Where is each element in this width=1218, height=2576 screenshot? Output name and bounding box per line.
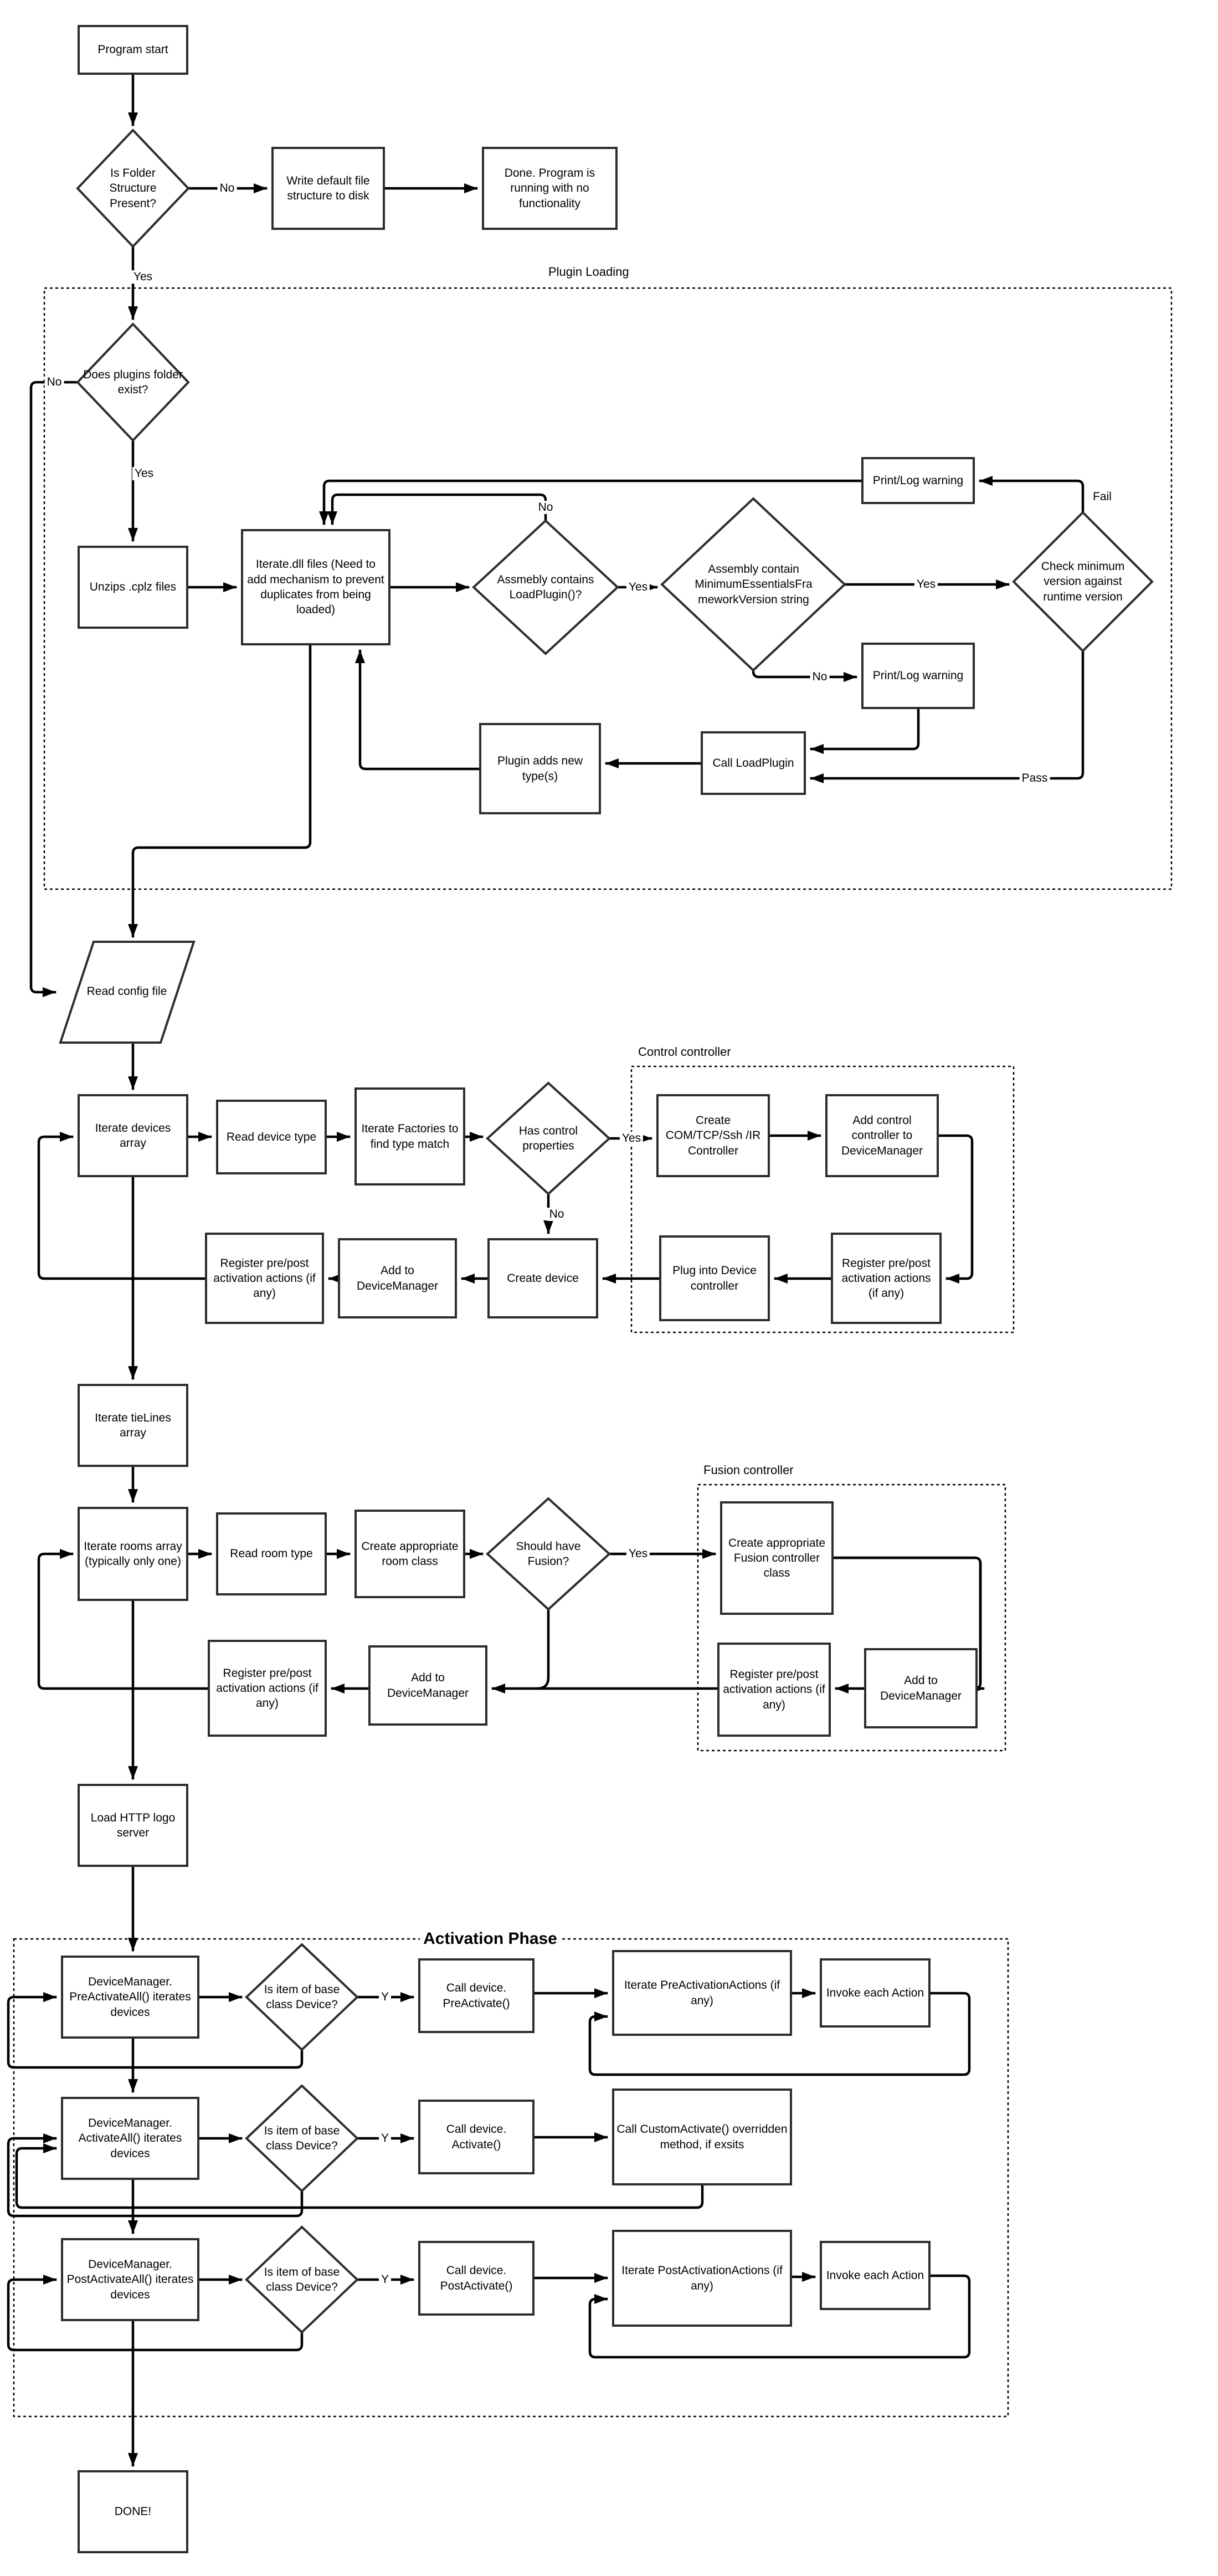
edge-label-y3: Y [379, 2273, 391, 2286]
node-plug-into-device-controller: Plug into Device controller [659, 1235, 770, 1321]
edge-label-no-control: No [547, 1208, 567, 1221]
node-create-fusion-controller: Create appropriate Fusion controller class [720, 1501, 834, 1615]
node-call-device-postactivate: Call device. PostActivate() [418, 2241, 535, 2316]
edge-label-yes-folder: Yes [131, 270, 155, 284]
edge-label-no-plugins: No [45, 376, 64, 389]
diamond-is-folder-label: Is Folder Structure Present? [109, 167, 157, 210]
node-invoke-each-action-3: Invoke each Action [820, 2241, 931, 2310]
node-iterate-preactivationactions: Iterate PreActivationActions (if any) [612, 1950, 792, 2036]
node-read-device-type: Read device type [216, 1100, 327, 1174]
node-create-device: Create device [487, 1238, 598, 1318]
shapes [60, 130, 1152, 2332]
edge-label-pass: Pass [1020, 772, 1050, 785]
node-register-prepost-fusion: Register pre/post activation actions (if any) [717, 1643, 831, 1737]
node-iterate-dll: Iterate.dll files (Need to add mechanism to prevent duplicates from being loaded) [241, 529, 390, 645]
node-register-prepost-control: Register pre/post activation actions (if any) [831, 1233, 942, 1324]
diamond-base-class-1-label: Is item of base class Device? [264, 1983, 340, 2011]
node-register-prepost-rooms: Register pre/post activation actions (if any) [208, 1640, 327, 1737]
node-call-device-preactivate: Call device. PreActivate() [418, 1958, 535, 2033]
edge-label-y1: Y [379, 1990, 391, 2004]
fusion-controller-label: Fusion controller [703, 1463, 794, 1477]
node-add-to-devicemanager-fusion: Add to DeviceManager [864, 1648, 978, 1728]
activation-phase-title: Activation Phase [420, 1930, 561, 1948]
node-printlog-warning-top: Print/Log warning [861, 457, 975, 504]
diamond-assembly-loadplugin-label: Assmebly contains LoadPlugin()? [497, 573, 594, 601]
diamond-check-minimum-label: Check minimum version against runtime version [1041, 560, 1125, 603]
node-iterate-devices: Iterate devices array [78, 1094, 188, 1177]
edge-label-no-folder: No [218, 182, 237, 195]
node-printlog-warning-mid: Print/Log warning [861, 643, 975, 709]
edge-label-fail: Fail [1091, 490, 1114, 504]
edge-label-yes-fusion: Yes [626, 1547, 650, 1561]
node-done: DONE! [78, 2470, 188, 2553]
edge-label-y2: Y [379, 2132, 391, 2145]
diamond-does-plugins-label: Does plugins folder exist? [83, 368, 183, 396]
node-iterate-factories: Iterate Factories to find type match [354, 1087, 465, 1186]
node-create-com-controller: Create COM/TCP/Ssh /IR Controller [656, 1094, 770, 1177]
node-call-device-activate: Call device. Activate() [418, 2100, 535, 2174]
node-register-prepost-devices: Register pre/post activation actions (if any) [205, 1233, 324, 1324]
node-unzips-cplz: Unzips .cplz files [78, 546, 188, 629]
node-plugin-adds-types: Plugin adds new type(s) [479, 723, 601, 814]
diamond-base-class-2-label: Is item of base class Device? [264, 2124, 340, 2152]
node-iterate-tielines: Iterate tieLines array [78, 1384, 188, 1467]
node-program-start: Program start [78, 25, 188, 75]
node-add-control-controller: Add control controller to DeviceManager [825, 1094, 939, 1177]
diamond-has-control-label: Has control properties [518, 1124, 578, 1152]
node-create-room-class: Create appropriate room class [354, 1510, 465, 1598]
edge-label-yes-control: Yes [620, 1132, 643, 1145]
plugin-loading-label: Plugin Loading [548, 265, 629, 279]
edge-label-no-loadplugin: No [536, 501, 556, 514]
node-add-to-devicemanager-devices: Add to DeviceManager [338, 1238, 457, 1318]
node-devicemanager-activateall: DeviceManager. ActivateAll() iterates devices [61, 2097, 199, 2180]
diamond-should-fusion-label: Should have Fusion? [516, 1540, 581, 1568]
diamond-assembly-minimum-label: Assembly contain MinimumEssentialsFrameworkVersion string [695, 563, 813, 606]
diamond-base-class-3-label: Is item of base class Device? [264, 2265, 340, 2293]
edge-label-yes-loadplugin: Yes [626, 581, 650, 594]
node-devicemanager-preactivateall: DeviceManager. PreActivateAll() iterates devices [61, 1956, 199, 2039]
control-controller-label: Control controller [638, 1045, 731, 1059]
edge-label-yes-plugins: Yes [132, 467, 156, 480]
edge-label-no-minimum: No [810, 670, 830, 684]
node-iterate-rooms: Iterate rooms array (typically only one) [78, 1507, 188, 1601]
node-invoke-each-action-1: Invoke each Action [820, 1958, 931, 2028]
node-devicemanager-postactivateall: DeviceManager. PostActivateAll() iterates devices [61, 2238, 199, 2321]
node-iterate-postactivationactions: Iterate PostActivationActions (if any) [612, 2230, 792, 2327]
node-add-to-devicemanager-rooms: Add to DeviceManager [368, 1645, 487, 1726]
node-call-customactivate: Call CustomActivate() overridden method, if exsits [612, 2088, 792, 2185]
edge-label-yes-minimum: Yes [914, 578, 938, 591]
parallelogram-read-config-label: Read config file [86, 985, 167, 998]
node-load-http-logo-server: Load HTTP logo server [78, 1784, 188, 1867]
node-write-default: Write default file structure to disk [271, 147, 385, 230]
node-read-room-type: Read room type [216, 1512, 327, 1595]
node-call-loadplugin: Call LoadPlugin [701, 731, 806, 795]
node-done-no-functionality: Done. Program is running with no functionality [482, 147, 618, 230]
